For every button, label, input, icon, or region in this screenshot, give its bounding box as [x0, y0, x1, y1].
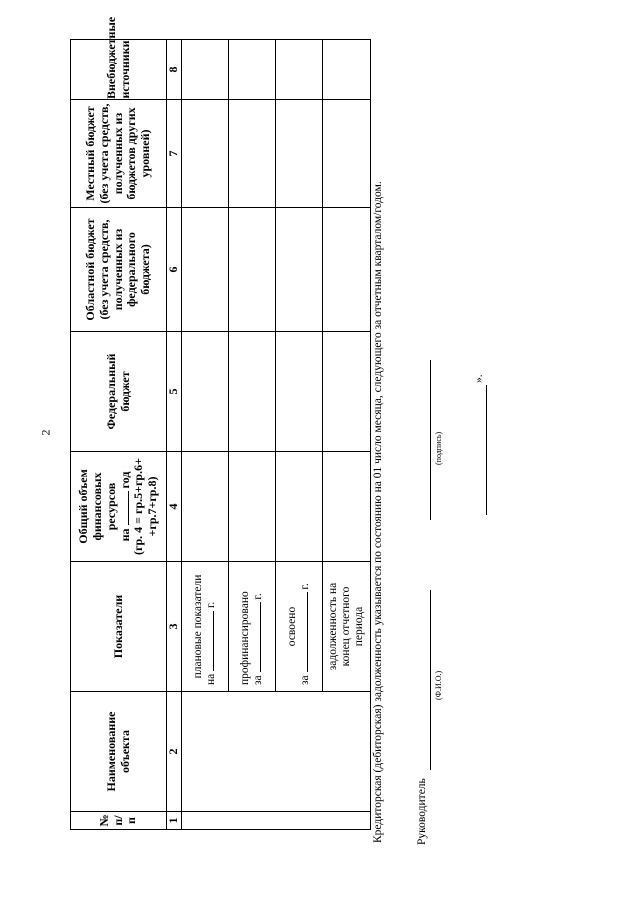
cell-value	[322, 40, 371, 100]
header-federal: Федеральный бюджет	[71, 332, 167, 452]
column-number: 3	[167, 562, 182, 692]
cell-value	[322, 452, 371, 562]
fio-line	[430, 590, 431, 770]
header-local: Местный бюджет (без учета средств, полученных из бюджетов других уровней)	[71, 100, 167, 208]
date-line	[486, 385, 487, 515]
cell-object-name	[181, 692, 371, 812]
cell-value	[181, 40, 228, 100]
column-number: 7	[167, 100, 182, 208]
table-row	[181, 40, 228, 830]
header-total-line2: финансовых	[89, 472, 104, 541]
sign-caption: (подпись)	[434, 431, 443, 465]
column-number: 5	[167, 332, 182, 452]
header-total-formula1: (гр. 4 = гр.5+гр.6+	[131, 458, 146, 555]
column-number: 2	[167, 692, 182, 812]
column-numbers-row	[167, 40, 182, 830]
header-total-suffix: год	[117, 471, 132, 489]
cell-value	[275, 40, 322, 100]
header-indicators: Показатели	[71, 562, 167, 692]
date-suffix: ».	[473, 374, 485, 383]
header-row	[71, 40, 167, 830]
indicator-planned	[181, 562, 228, 692]
cell-value	[228, 40, 275, 100]
indicator-label: профинансировано	[238, 591, 251, 685]
header-total-line4	[119, 452, 133, 561]
column-number: 4	[167, 452, 182, 562]
indicator-period: за г.	[298, 583, 311, 685]
header-total-prefix: на	[117, 528, 132, 542]
debt-note: Кредиторская (дебиторская) задолженность указывается по состоянию на 01 число месяца, следующего за отчетным кварталом/годом.	[372, 181, 384, 843]
indicator-debt	[322, 562, 371, 692]
signature-label: Руководитель	[416, 778, 428, 845]
header-total-line1: Общий объем	[76, 469, 91, 544]
indicator-period: за г.	[251, 593, 264, 685]
cell-value	[322, 100, 371, 208]
cell-value	[181, 452, 228, 562]
cell-value	[181, 208, 228, 332]
fio-caption: (Ф.И.О.)	[434, 670, 443, 700]
column-number: 6	[167, 208, 182, 332]
cell-value	[275, 332, 322, 452]
indicator-mastered	[275, 562, 322, 692]
indicator-label: задолженность на конец отчетного периода	[326, 582, 366, 671]
indicator-label: плановые показатели	[191, 574, 204, 679]
cell-value	[181, 332, 228, 452]
cell-value	[322, 208, 371, 332]
header-total	[71, 452, 167, 562]
sign-line	[430, 360, 431, 520]
cell-value	[228, 208, 275, 332]
cell-value	[228, 452, 275, 562]
cell-value	[228, 100, 275, 208]
header-regional: Областной бюджет (без учета средств, полученных из федерального бюджета)	[71, 208, 167, 332]
header-object-name: Наименование объекта	[71, 692, 167, 812]
cell-value	[275, 452, 322, 562]
header-total-formula2: +гр.7+гр.8)	[145, 476, 160, 537]
page-number: 2	[38, 429, 53, 436]
indicator-label: освоено	[285, 606, 298, 647]
indicator-financed	[228, 562, 275, 692]
financing-table	[70, 16, 371, 830]
column-number: 8	[167, 40, 182, 100]
header-no: № п/п	[71, 812, 167, 830]
header-extra: Внебюджетные источники	[71, 40, 167, 100]
header-total-line3: ресурсов	[103, 482, 118, 531]
cell-no	[181, 812, 371, 830]
indicator-period: на г.	[204, 601, 217, 685]
year-blank	[128, 491, 129, 525]
cell-value	[275, 208, 322, 332]
cell-value	[181, 100, 228, 208]
cell-value	[322, 332, 371, 452]
cell-value	[275, 100, 322, 208]
column-number: 1	[167, 812, 182, 830]
cell-value	[228, 332, 275, 452]
